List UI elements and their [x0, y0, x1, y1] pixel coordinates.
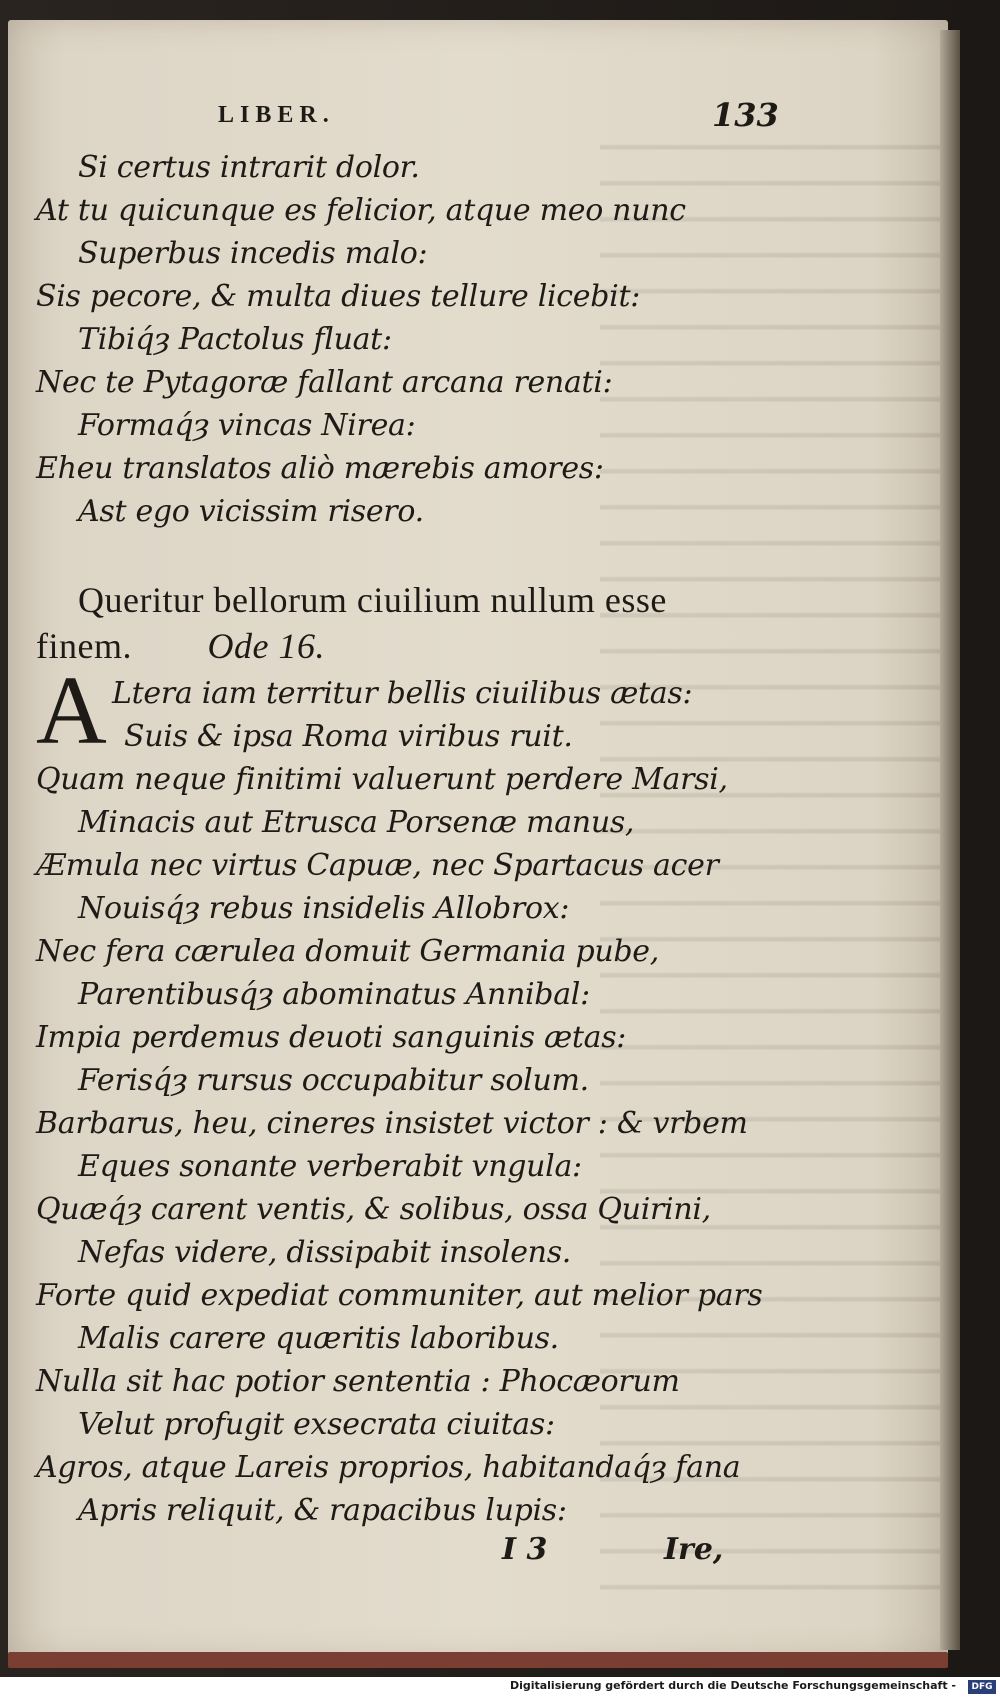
ode-line: Forte quid expediat communiter, aut melior pars — [36, 1278, 763, 1313]
ode-line: Malis carere quæritis laboribus. — [78, 1321, 559, 1356]
poem-line: Formaq́ȝ vincas Nirea: — [78, 408, 416, 443]
ode-line: Impia perdemus deuoti sanguinis ætas: — [36, 1020, 627, 1055]
ode-heading: Queritur bellorum ciuilium nullum esse — [78, 580, 667, 620]
poem-line: Si certus intrarit dolor. — [78, 150, 420, 185]
ode-line: Minacis aut Etrusca Porsenæ manus, — [78, 805, 635, 840]
ode-line: Barbarus, heu, cineres insistet victor : & vrbem — [36, 1106, 748, 1141]
ode-line: Nefas videre, dissipabit insolens. — [78, 1235, 572, 1270]
poem-line: Superbus incedis malo: — [78, 236, 428, 271]
ode-line: Apris reliquit, & rapacibus lupis: — [78, 1493, 567, 1528]
ode-line: Ltera iam territur bellis ciuilibus ætas: — [112, 676, 693, 711]
ode-line: Parentibusq́ȝ abominatus Annibal: — [78, 977, 590, 1012]
ode-line: Æmula nec virtus Capuæ, nec Spartacus acer — [36, 848, 719, 883]
page-number: 133 — [712, 96, 779, 134]
poem-line: Tibiq́ȝ Pactolus fluat: — [78, 322, 392, 357]
ode-line: Quam neque finitimi valuerunt perdere Marsi, — [36, 762, 728, 797]
signature-mark: I 3 — [502, 1532, 548, 1567]
ode-line: Nulla sit hac potior sententia : Phocæorum — [36, 1364, 680, 1399]
poem-line: At tu quicunque es felicior, atque meo nunc — [36, 193, 686, 228]
ode-heading-end: finem. — [36, 626, 132, 666]
ode-line: Eques sonante verberabit vngula: — [78, 1149, 582, 1184]
ode-line: Agros, atque Lareis proprios, habitandaq́ȝ fana — [36, 1450, 741, 1485]
catchword: Ire, — [664, 1532, 724, 1567]
attribution-text: Digitalisierung gefördert durch die Deutsche Forschungsgemeinschaft - — [509, 1679, 956, 1692]
ode-line: Quæq́ȝ carent ventis, & solibus, ossa Quirini, — [36, 1192, 711, 1227]
ode-line: Suis & ipsa Roma viribus ruit. — [124, 719, 573, 754]
poem-line: Eheu translatos aliò mærebis amores: — [36, 451, 604, 486]
drop-cap: A — [36, 657, 107, 765]
poem-line: Sis pecore, & multa diues tellure licebit: — [36, 279, 641, 314]
ode-line: Velut profugit exsecrata ciuitas: — [78, 1407, 555, 1442]
ode-line: Nouisq́ȝ rebus insidelis Allobrox: — [78, 891, 570, 926]
ode-number: Ode 16. — [207, 626, 325, 666]
ode-line: Ferisq́ȝ rursus occupabitur solum. — [78, 1063, 589, 1098]
dfg-logo: DFG — [968, 1680, 996, 1694]
poem-line: Nec te Pytagoræ fallant arcana renati: — [36, 365, 613, 400]
ode-line: Nec fera cærulea domuit Germania pube, — [36, 934, 659, 969]
running-title: LIBER. — [218, 102, 335, 128]
poem-line: Ast ego vicissim risero. — [78, 494, 424, 529]
